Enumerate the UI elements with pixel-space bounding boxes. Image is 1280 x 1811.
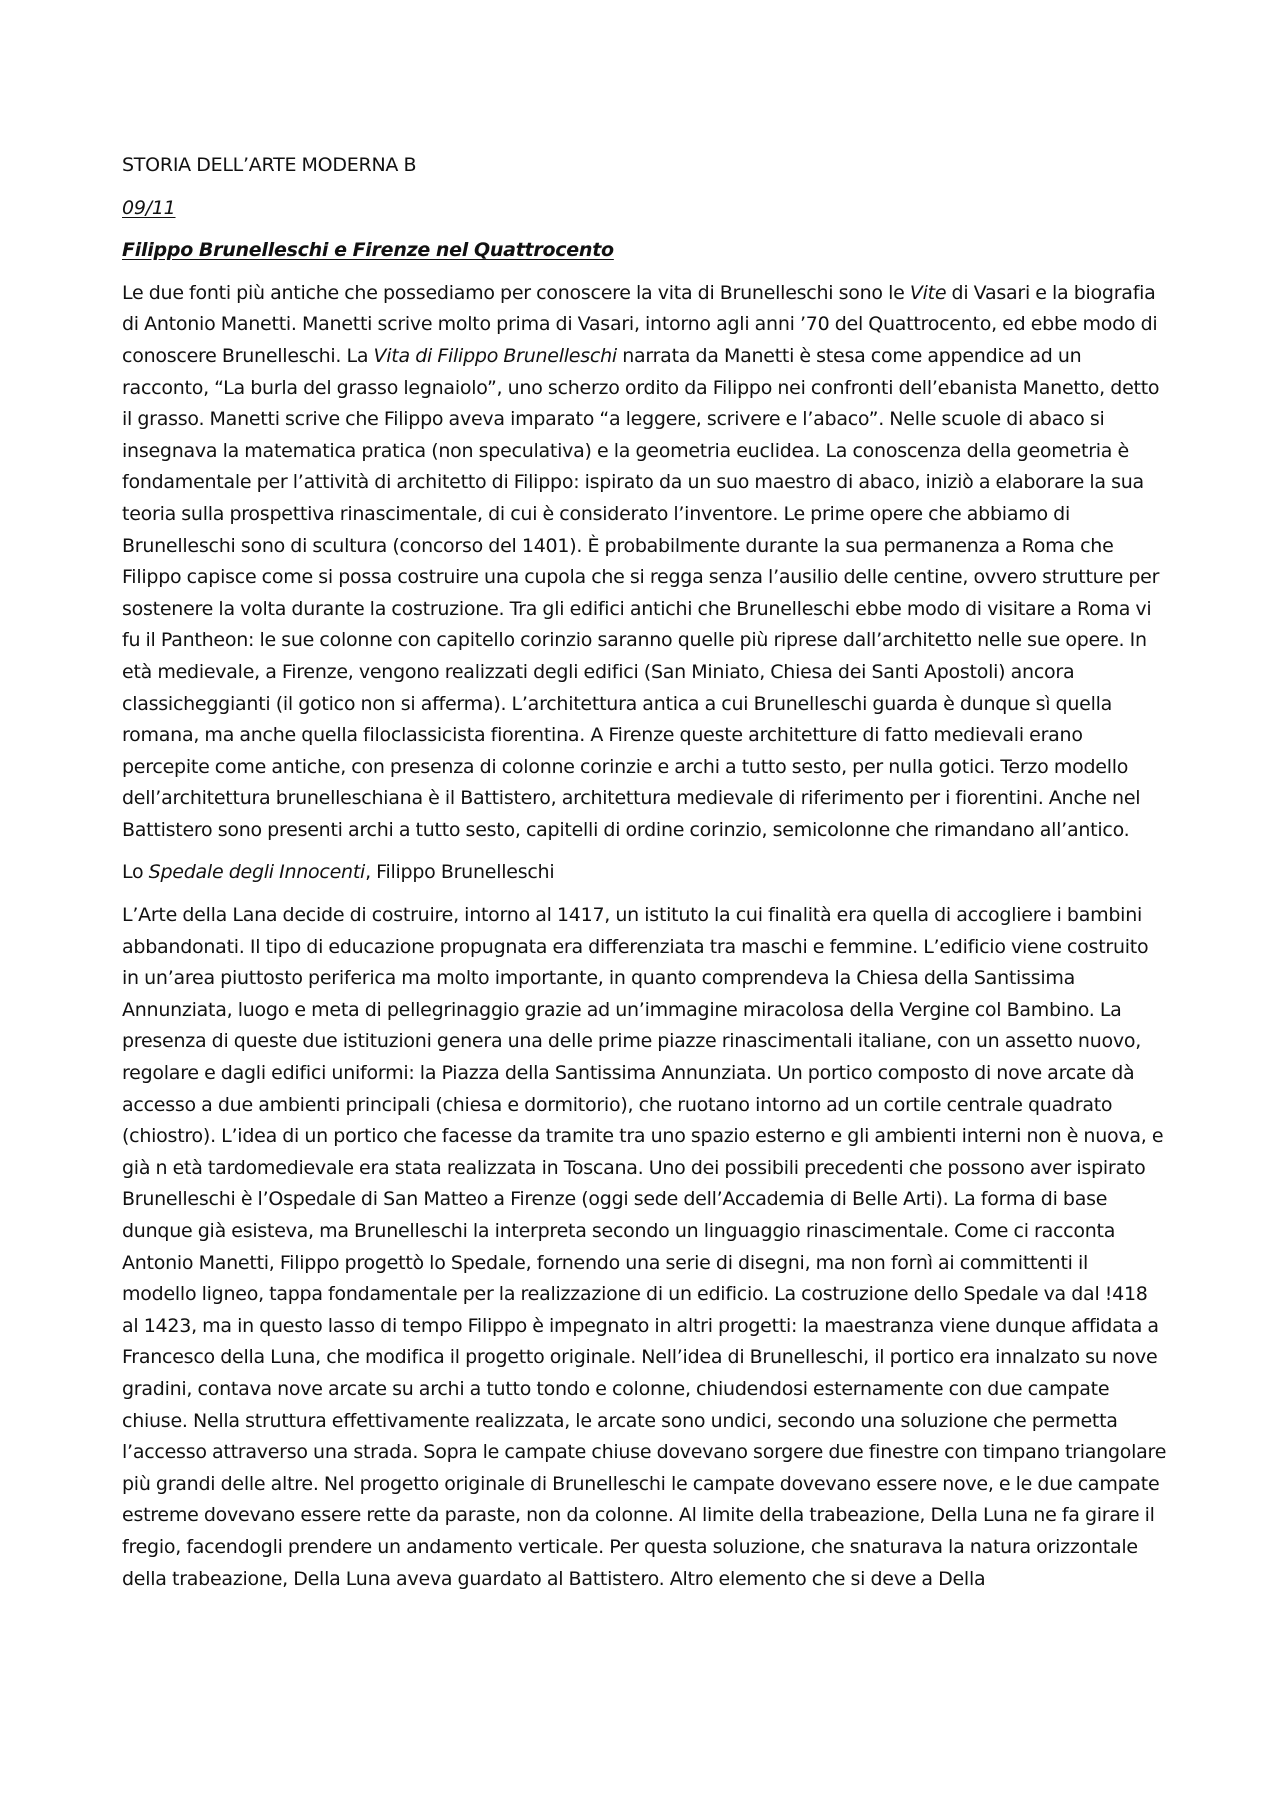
paragraph-spedale: L’Arte della Lana decide di costruire, intorno al 1417, un istituto la cui finalità era quella di accogliere i bambini abbandonati. Il tipo di educazione propugnata era differenziata tra maschi e femmine. L’edificio viene costruito in un’area piuttosto periferica ma molto importante, in quanto comprendeva la Chiesa della Santissima Annunziata, luogo e meta di pellegrinaggio grazie ad un’immagine miracolosa della Vergine col Bambino. La presenza di queste due istituzioni genera una delle prime piazze rinascimentali italiane, con un assetto nuovo, regolare e dagli edifici uniformi: la Piazza della Santissima Annunziata. Un portico composto di nove arcate dà accesso a due ambienti principali (chiesa e dormitorio), che ruotano intorno ad un cortile centrale quadrato (chiostro). L’idea di un portico che facesse da tramite tra uno spazio esterno e gli ambienti interni non è nuova, e già n età tardomedievale era stata realizzata in Toscana. Uno dei possibili precedenti che possono aver ispirato Brunelleschi è l’Ospedale di San Matteo a Firenze (oggi sede dell’Accademia di Belle Arti). La forma di base dunque già esisteva, ma Brunelleschi la interpreta secondo un linguaggio rinascimentale. Come ci racconta Antonio Manetti, Filippo progettò lo Spedale, fornendo una serie di disegni, ma non fornì ai committenti il modello ligneo, tappa fondamentale per la realizzazione di un edificio. La costruzione dello Spedale va dal !418 al 1423, ma in questo lasso di tempo Filippo è impegnato in altri progetti: la maestranza viene dunque affidata a Francesco della Luna, che modifica il progetto originale. Nell’idea di Brunelleschi, il portico era innalzato su nove gradini, contava nove arcate su archi a tutto tondo e colonne, chiudendosi esternamente con due campate chiuse. Nella struttura effettivamente realizzata, le arcate sono undici, secondo una soluzione che permetta l’accesso attraverso una strada. Sopra le campate chiuse dovevano sorgere due finestre con timpano triangolare più grandi delle altre. Nel progetto originale di Brunelleschi le campate dovevano essere nove, e le due campate estreme dovevano essere rette da paraste, non da colonne. Al limite della trabeazione, Della Luna ne fa girare il fregio, facendogli prendere un andamento verticale. Per questa soluzione, che snaturava la natura orizzontale della trabeazione, Della Luna aveva guardato al Battistero. Altro elemento che si deve a Della <box>122 904 1167 1590</box>
subheading-text-a: Lo <box>122 861 149 884</box>
para1-italic-vite: Vite <box>909 281 947 304</box>
subheading-italic: Spedale degli Innocenti <box>148 861 366 884</box>
paragraph-sources <box>122 278 1167 847</box>
lesson-title-text: Filippo Brunelleschi e Firenze nel Quattrocento <box>122 239 614 262</box>
document-body <box>122 150 1167 1606</box>
para1-text-a: Le due fonti più antiche che possediamo per conoscere la vita di Brunelleschi sono le <box>122 281 910 304</box>
lesson-title <box>122 235 1167 267</box>
lesson-date <box>122 193 1167 225</box>
subheading-text-b: , Filippo Brunelleschi <box>365 861 555 884</box>
date-text: 09/11 <box>122 196 176 219</box>
para1-italic-vita: Vita di Filippo Brunelleschi <box>373 344 617 367</box>
para1-text-c: narrata da Manetti è stesa come appendice ad un racconto, “La burla del grasso legnaiolo”, uno scherzo ordito da Filippo nei confronti dell’ebanista Manetto, detto il grasso. Manetti scrive che Filippo aveva imparato “a leggere, scrivere e l’abaco”. Nelle scuole di abaco si insegnava la matematica pratica (non speculativa) e la geometria euclidea. La conoscenza della geometria è fondamentale per l’attività di architetto di Filippo: ispirato da un suo maestro di abaco, iniziò a elaborare la sua teoria sulla prospettiva rinascimentale, di cui è considerato l’inventore. Le prime opere che abbiamo di Brunelleschi sono di scultura (concorso del 1401). È probabilmente durante la sua permanenza a Roma che Filippo capisce come si possa costruire una cupola che si regga senza l’ausilio delle centine, ovvero strutture per sostenere la volta durante la costruzione. Tra gli edifici antichi che Brunelleschi ebbe modo di visitare a Roma vi fu il Pantheon: le sue colonne con capitello corinzio saranno quelle più riprese dall’architetto nelle sue opere. In età medievale, a Firenze, vengono realizzati degli edifici (San Miniato, Chiesa dei Santi Apostoli) ancora classicheggianti (il gotico non si afferma). L’architettura antica a cui Brunelleschi guarda è dunque sì quella romana, ma anche quella filoclassicista fiorentina. A Firenze queste architetture di fatto medievali erano percepite come antiche, con presenza di colonne corinzie e archi a tutto sesto, per nulla gotici. Terzo modello dell’architettura brunelleschiana è il Battistero, architettura medievale di riferimento per i fiorentini. Anche nel Battistero sono presenti archi a tutto sesto, capitelli di ordine corinzio, semicolonne che rimandano all’antico. <box>122 344 1160 841</box>
para1-text-b: di Vasari e la biografia di Antonio Manetti. Manetti scrive molto prima di Vasari, intorno agli anni ’70 del Quattrocento, ed ebbe modo di conoscere Brunelleschi. La <box>122 281 1158 367</box>
course-title: STORIA DELL’ARTE MODERNA B <box>122 154 417 176</box>
section-subheading <box>122 857 1167 889</box>
